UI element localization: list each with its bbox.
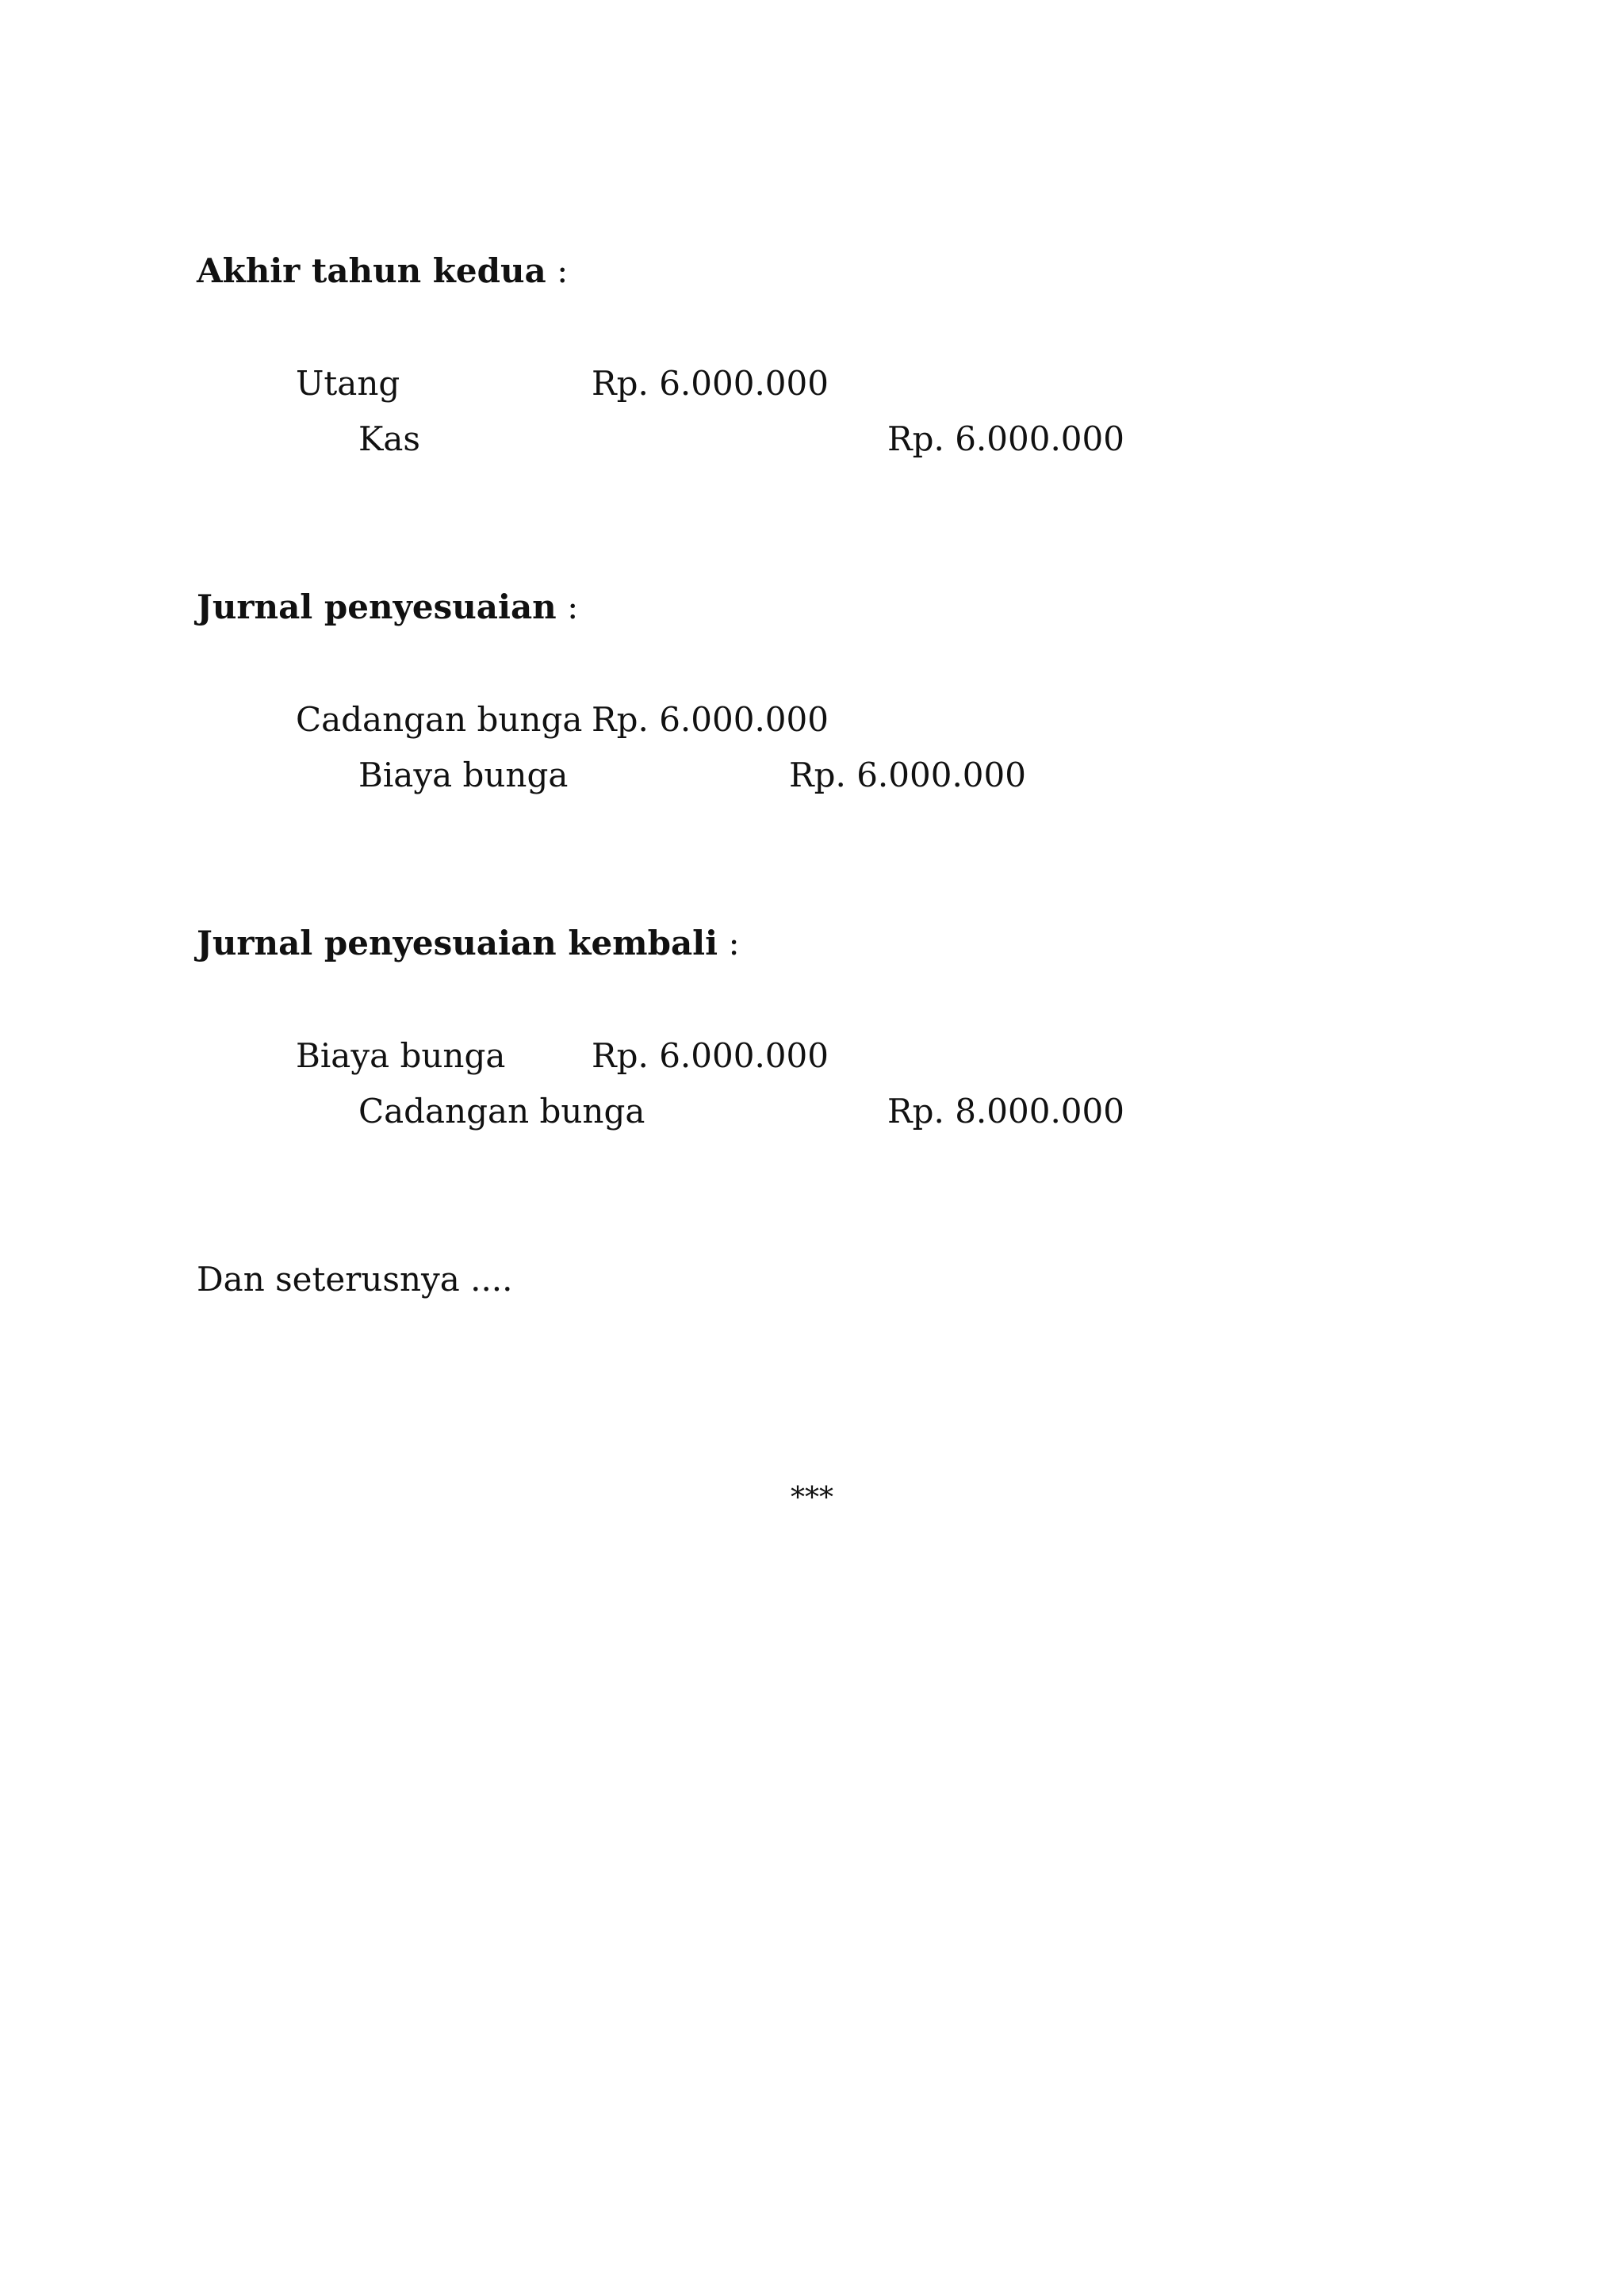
section-heading-jurnal-penyesuaian-kembali: [197, 920, 740, 967]
heading-colon: :: [546, 251, 569, 290]
debit-amount: Rp. 6.000.000: [592, 700, 829, 739]
debit-account: Biaya bunga: [296, 1036, 506, 1075]
credit-account: Cadangan bunga: [358, 1092, 645, 1131]
debit-account: Utang: [296, 364, 400, 403]
debit-amount: Rp. 6.000.000: [592, 1036, 829, 1075]
credit-amount: Rp. 6.000.000: [887, 419, 1124, 458]
heading-colon: :: [718, 924, 740, 962]
section-heading-akhir-tahun-kedua: [197, 247, 568, 295]
section-heading-text: Jurnal penyesuaian kembali: [197, 924, 718, 962]
credit-account: Kas: [358, 419, 420, 458]
credit-amount: Rp. 6.000.000: [789, 756, 1026, 794]
credit-account: Biaya bunga: [358, 756, 569, 794]
section-separator: ***: [791, 1482, 833, 1514]
heading-colon: :: [556, 587, 579, 626]
section-heading-text: Jurnal penyesuaian: [197, 587, 557, 626]
debit-amount: Rp. 6.000.000: [592, 364, 829, 403]
debit-account: Cadangan bunga: [296, 700, 583, 739]
credit-amount: Rp. 8.000.000: [887, 1092, 1124, 1131]
section-heading-text: Akhir tahun kedua: [197, 251, 546, 290]
section-heading-jurnal-penyesuaian: [197, 584, 578, 631]
closing-text: Dan seterusnya ....: [197, 1260, 513, 1299]
